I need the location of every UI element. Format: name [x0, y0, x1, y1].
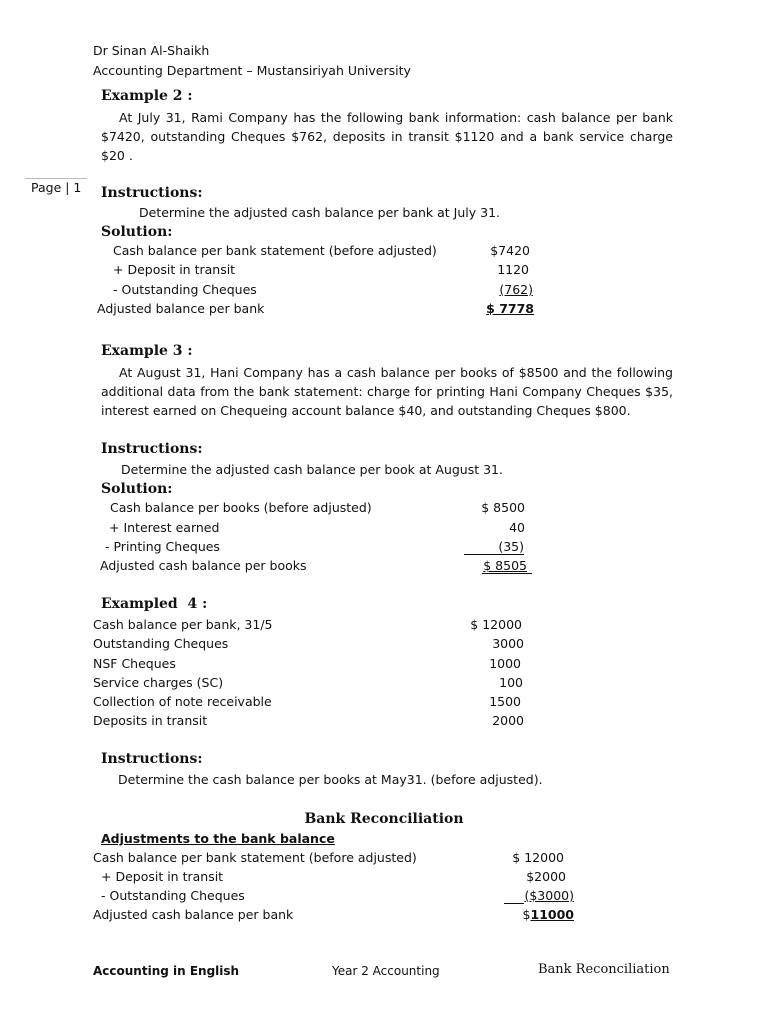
ex3-row-value: (35): [498, 539, 524, 554]
ex2-row-label: Adjusted balance per bank: [97, 301, 265, 316]
adjustments-heading: Adjustments to the bank balance: [101, 831, 335, 846]
example4-heading: [101, 596, 207, 612]
example3-solution-heading: Solution:: [101, 481, 173, 497]
ex3-row-label: - Printing Cheques: [105, 539, 220, 554]
department-name: Accounting Department – Mustansiriyah University: [93, 63, 411, 78]
ex4-row-label: Service charges (SC): [93, 675, 224, 690]
ex4-row-value: 1000: [489, 656, 521, 671]
example2-text: At July 31, Rami Company has the following bank information: cash balance per bank $7420, outstanding Cheques $762, deposits in transit $1120 and a bank service charge $20 .: [101, 110, 673, 163]
footer-left: Accounting in English: [93, 964, 240, 978]
footer-right: Bank Reconciliation: [538, 962, 670, 977]
ex4-row-label: Collection of note receivable: [93, 694, 272, 709]
ex4-row-label: NSF Cheques: [93, 656, 176, 671]
recon-title: Bank Reconciliation: [304, 811, 464, 827]
recon-total-value: 11000: [530, 907, 574, 922]
example2-heading: Example 2 :: [101, 88, 193, 104]
recon-row-value: $2000: [526, 869, 566, 884]
ex4-row-value: 1500: [489, 694, 521, 709]
recon-row-label: Cash balance per bank statement (before adjusted): [93, 850, 417, 865]
ex3-row-value: $ 8505: [483, 558, 527, 573]
example3-text: At August 31, Hani Company has a cash balance per books of $8500 and the following additional data from the bank statement: charge for printing Hani Company Cheques $35, interest earned on Chequeing account balance $40, and outstanding Cheques $800.: [101, 365, 673, 418]
ex3-row-label: Cash balance per books (before adjusted): [110, 500, 372, 515]
example3-heading: Example 3 :: [101, 343, 193, 359]
ex2-row-label: Cash balance per bank statement (before adjusted): [113, 243, 437, 258]
ex2-row-value: $7420: [490, 243, 530, 258]
ex4-row-label: Outstanding Cheques: [93, 636, 229, 651]
page-margin-rule: [25, 178, 87, 179]
ex4-row-label: Deposits in transit: [93, 713, 208, 728]
ex2-row-label: + Deposit in transit: [113, 262, 236, 277]
ex2-row-value: $ 7778: [486, 301, 534, 316]
page-label: Page | 1: [31, 180, 82, 195]
recon-row-label: Adjusted cash balance per bank: [93, 907, 294, 922]
example2-solution-heading: Solution:: [101, 224, 173, 240]
ex4-row-value: $ 12000: [470, 617, 522, 632]
ex2-row-label: - Outstanding Cheques: [113, 282, 257, 297]
example2-instruction: Determine the adjusted cash balance per bank at July 31.: [139, 205, 501, 220]
recon-row-value: $ 12000: [512, 850, 564, 865]
ex3-row-label: Adjusted cash balance per books: [100, 558, 307, 573]
ex2-row-value: (762): [499, 282, 533, 297]
ex2-row-value: 1120: [497, 262, 529, 277]
recon-row-value: ($3000): [524, 888, 574, 903]
ex3-row-value: 40: [509, 520, 525, 535]
ex3-total-underline: [482, 573, 532, 574]
recon-total: [460, 907, 574, 923]
recon-total-prefix: $: [522, 907, 531, 922]
ex4-row-value: 3000: [492, 636, 524, 651]
recon-row-label: - Outstanding Cheques: [101, 888, 245, 903]
author-name: Dr Sinan Al-Shaikh: [93, 43, 210, 58]
recon-underline-lead: [504, 903, 524, 904]
footer-center: Year 2 Accounting: [332, 964, 440, 978]
example4-instruction: Determine the cash balance per books at May31. (before adjusted).: [118, 772, 543, 787]
ex3-row-label: + Interest earned: [109, 520, 220, 535]
ex3-row-value: $ 8500: [481, 500, 525, 515]
example4-instructions-heading: Instructions:: [101, 751, 203, 767]
example4-heading-number: 4 :: [187, 596, 208, 612]
example2-instructions-heading: Instructions:: [101, 185, 203, 201]
example3-instructions-heading: Instructions:: [101, 441, 203, 457]
ex3-underline: [464, 554, 524, 555]
ex4-row-value: 2000: [492, 713, 524, 728]
example3-instruction: Determine the adjusted cash balance per book at August 31.: [121, 462, 503, 477]
ex4-row-label: Cash balance per bank, 31/5: [93, 617, 273, 632]
ex4-row-value: 100: [499, 675, 523, 690]
example4-heading-word: Exampled: [101, 596, 178, 612]
recon-row-label: + Deposit in transit: [101, 869, 224, 884]
